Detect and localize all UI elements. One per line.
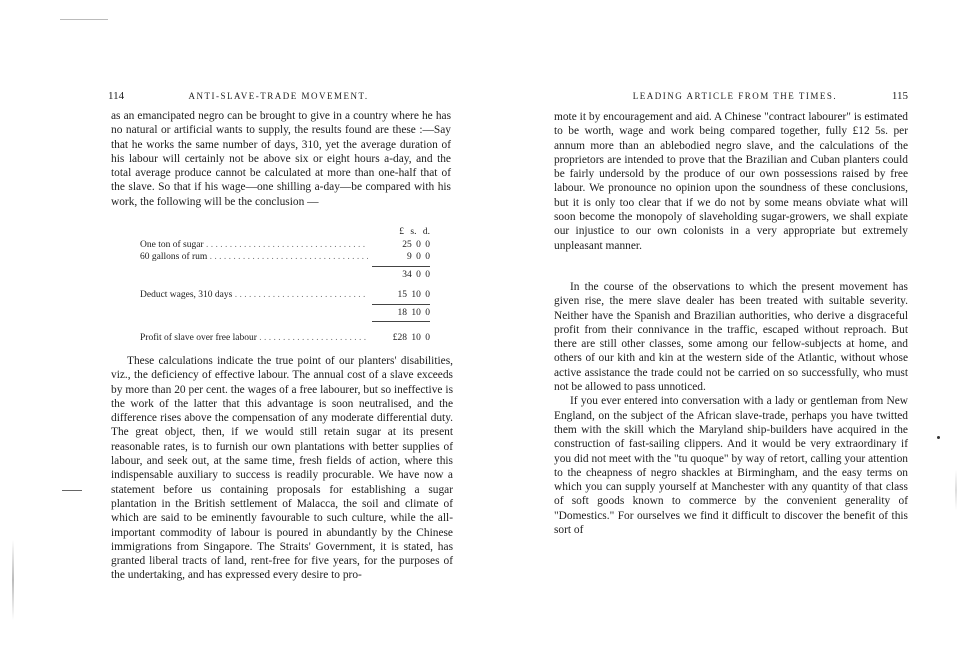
- right-page-number: 115: [891, 90, 908, 102]
- left-paragraph-1-text: as an emancipated negro can be brought to give in a country where he has no natural or artificial wants to supply, the results found are these :—Say that he works the same number of days, 310, yet the average duration of his labour will certainly not be above six or eight hours a-day, and the total average produce cannot be calculated at more than one-half that of the slave. So that if his wage—one shilling a-day—be compared with his work, the following will be the conclusion —: [111, 110, 451, 208]
- ledger-row: [140, 239, 430, 252]
- right-page: [490, 0, 980, 653]
- left-paragraph-2-text: These calculations indicate the true point of our planters' disabilities, viz., the deficiency of effective labour. The annual cost of a slave exceeds by more than 20 per cent. the wages of a free labourer, but so ineffective is the work of the latter that this advantage is soon neutralised, and the difference rises above the compensation of any moderate differential duty. The great object, then, if we would still retain sugar at its present reasonable rates, is to furnish our own plantations with better supplies of labour, and seek out, at the same time, fresh fields of action, where this indispensable auxiliary to success is readily procurable. We have now a statement before us containing proposals for establishing a sugar plantation in the British settlement of Malacca, the soil and climate of which are said to be eminently favourable to such culture, while the all-important commodity of labour is poured in abundantly by the Chinese immigrations from Singapore. The Straits' Government, it is stated, has granted liberal tracts of land, rent-free for five years, for the purposes of the undertaking, and has expressed every desire to pro-: [111, 355, 453, 582]
- margin-dot: [937, 436, 940, 439]
- right-paragraph-1-text: mote it by encouragement and aid. A Chinese "contract labourer" is estimated to be worth, wage and work being compared together, fully £12 5s. per annum more than an ablebodied negro slave, and the calculations of the proprietors are intended to prove that the Brazilian and Cuban planters could be fairly undersold by the produce of our own possessions raised by free labour. We pronounce no opinion upon the soundness of these conclusions, but it is only too clear that if we do not by some means obviate what will soon become the monopoly of slaveholding sugar-growers, we shall expiate our injustice to our own colonists in a very appropriate but extremely unpleasant manner.: [554, 111, 908, 252]
- right-paragraph-3-text: If you ever entered into conversation with a lady or gentleman from New England, on the subject of the African slave-trade, perhaps you have twitted them with the skill which the Maryland ship-builders have acquired in the construction of fast-sailing clippers. And it would be very extraordinary if you did not meet with the "tu quoque" by way of retort, calling your attention to the cheapness of negro shackles at Birmingham, and the easy terms on which you can supply yourself at Manchester with any quantity of that class of soft goods known to commerce by the convenient generality of "Domestics." For ourselves we find it difficult to discover the benefit of this sort of: [554, 395, 908, 537]
- ledger-rule: [372, 304, 430, 305]
- ledger-row-amount: 9 0 0: [407, 252, 430, 262]
- ledger-gap: [140, 281, 430, 289]
- ledger-subtotal-row: [140, 269, 430, 282]
- ledger-currency-header: £ s. d.: [399, 227, 430, 237]
- ledger-deduct-label: Deduct wages, 310 days . . .: [140, 289, 368, 302]
- left-running-head: ANTI-SLAVE-TRADE MOVEMENT.: [188, 91, 369, 101]
- ledger-row-label: 60 gallons of rum . . .: [140, 251, 368, 264]
- ledger-profit-label: Profit of slave over free labour . . .: [140, 332, 368, 345]
- right-paragraphs: [554, 280, 908, 537]
- left-page-header: [108, 90, 453, 102]
- ledger-row-amount: 25 0 0: [402, 239, 430, 250]
- ledger-spacer: [140, 307, 368, 320]
- ledger-rule: [372, 321, 430, 322]
- left-paragraph-1: [111, 109, 451, 209]
- ledger-deduct-row: [140, 289, 430, 302]
- ledger-net: 18 10 0: [397, 307, 430, 318]
- right-paragraph-2-text: In the course of the observations to which the present movement has given rise, the mere slave dealer has been treated with suitable severity. Neither have the Spanish and Brazilian authorities, who derive a disgraceful profit from their connivance in the traffic, escaped without reproach. But there are still other classes, some among our fellow-subjects at home, and others of our kith and kin at the western side of the Atlantic, without whose active assistance the trade could not be carried on so successfully, who must not be allowed to pass unnoticed.: [554, 281, 908, 394]
- ledger-net-row: [140, 307, 430, 320]
- left-paragraph-2: [111, 354, 453, 583]
- ledger-profit-row: [140, 332, 430, 345]
- ledger-subtotal: 34 0 0: [402, 269, 430, 280]
- profit-ledger: [140, 226, 430, 345]
- ledger-profit-amount: £28 10 0: [392, 333, 430, 343]
- ledger-row-label: One ton of sugar . . .: [140, 239, 368, 252]
- ledger-rule: [372, 266, 430, 267]
- ledger-gap: [140, 324, 430, 332]
- right-paragraph-1: [554, 110, 908, 253]
- left-page-number: 114: [108, 90, 125, 102]
- ledger-row: [140, 251, 430, 264]
- right-page-header: [558, 90, 908, 102]
- right-running-head: LEADING ARTICLE FROM THE TIMES.: [632, 91, 838, 101]
- ledger-spacer: [140, 269, 368, 282]
- ledger-deduct-amount: 15 10 0: [397, 290, 430, 300]
